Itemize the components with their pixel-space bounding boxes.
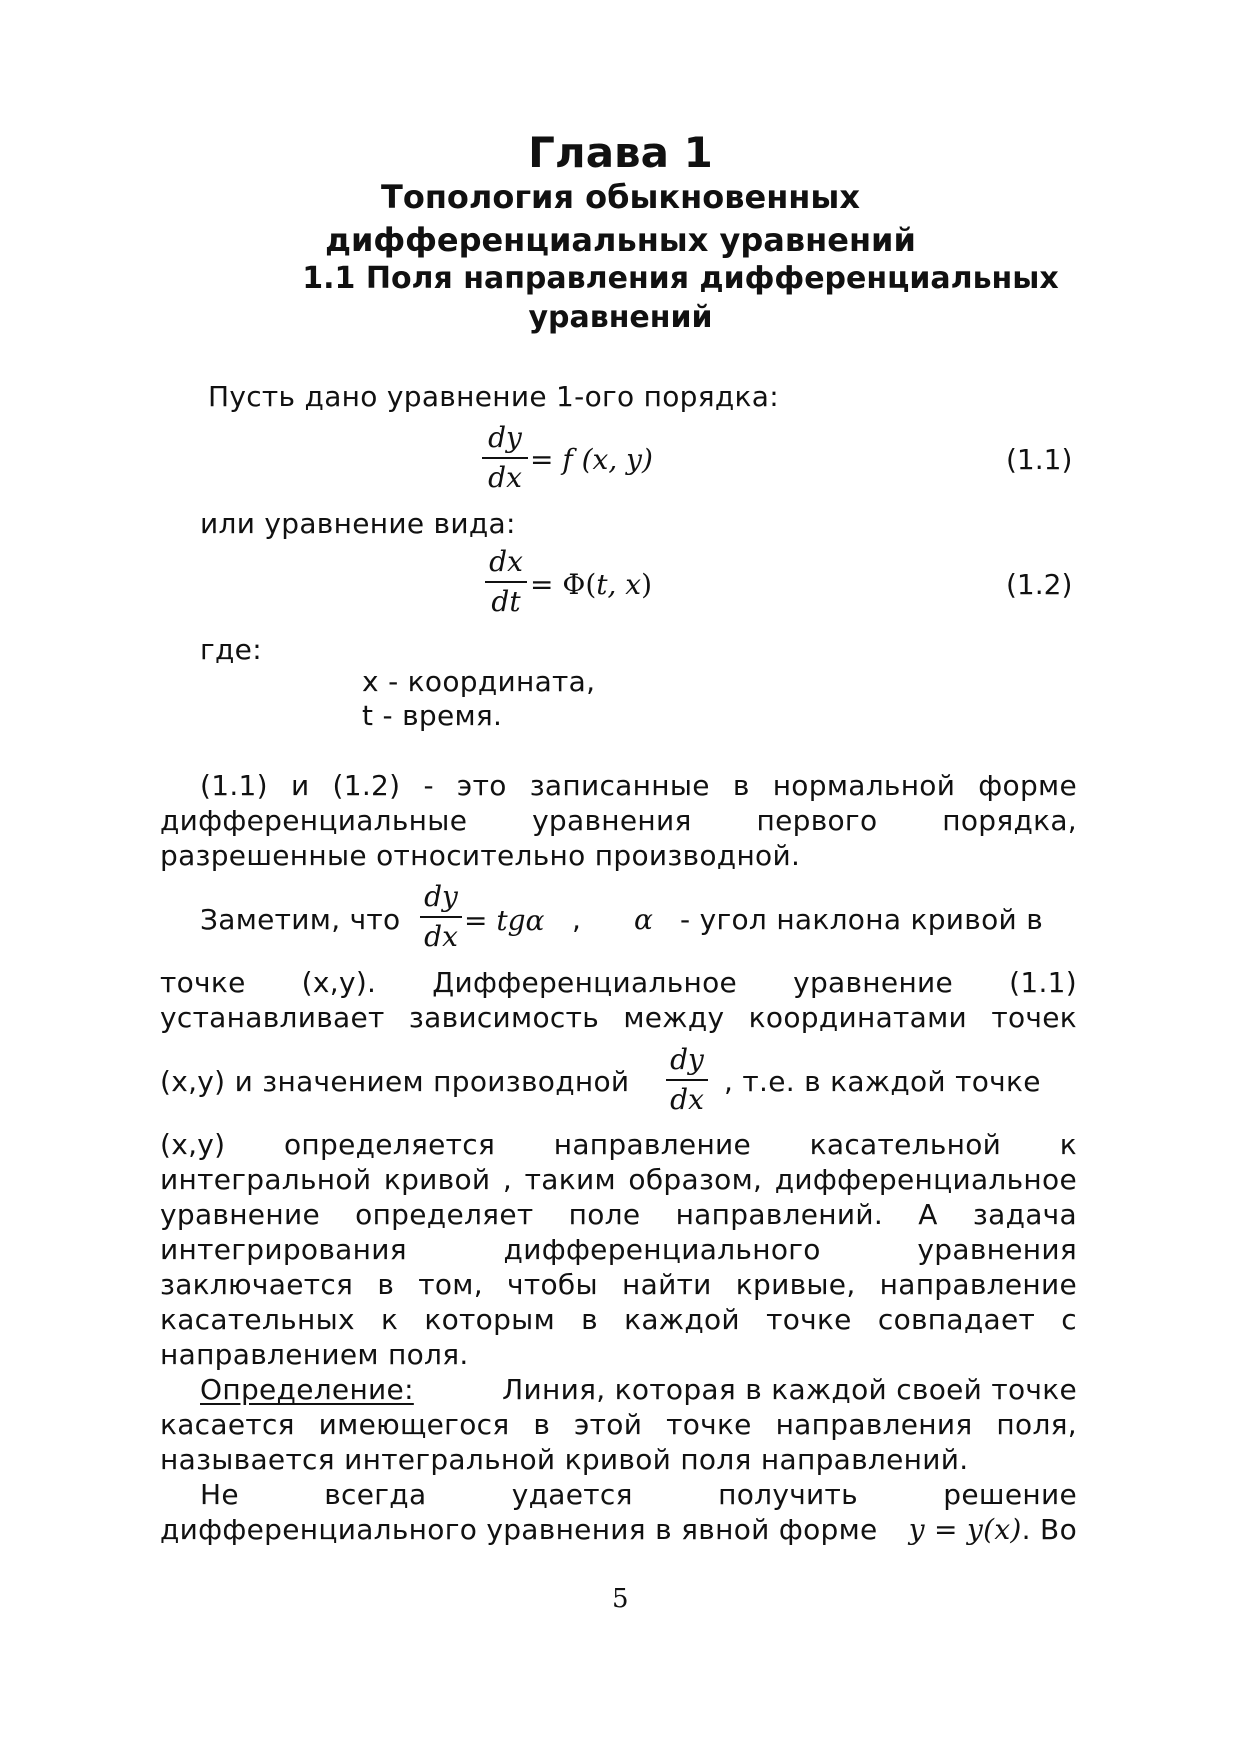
explicit-form-math: y = y(x) xyxy=(908,1513,1022,1546)
eq1-numerator: dy xyxy=(488,421,522,454)
paragraph2-line6: интегральной кривой , таким образом, дифференциальное xyxy=(160,1163,1077,1196)
tg-comma: , xyxy=(572,903,582,936)
paragraph2-line2: точке (x,y). Дифференциальное уравнение (1.1) xyxy=(160,966,1077,999)
eq2-rhs-phi: = Φ( xyxy=(530,568,597,601)
eq2-rhs-args: t, x xyxy=(596,568,642,601)
eq2-rhs-close: ) xyxy=(641,568,653,601)
paragraph1-line2: дифференциальные уравнения первого порядка, xyxy=(160,804,1077,837)
definition-label: Определение: xyxy=(200,1373,414,1406)
paragraph2-line4-tail: , т.е. в каждой точке xyxy=(724,1065,1041,1098)
tg-fraction xyxy=(420,880,462,954)
paragraph2-line4-lead: (x,y) и значением производной xyxy=(160,1065,630,1098)
eq1-rhs: = f (x, y) xyxy=(530,443,653,476)
eq1-fraction xyxy=(482,421,528,495)
paragraph1-line1: (1.1) и (1.2) - это записанные в нормальной форме xyxy=(200,769,1077,802)
derivative-fraction xyxy=(666,1043,708,1117)
tg-denominator: dx xyxy=(424,919,458,953)
tg-rhs: = tgα xyxy=(464,904,545,937)
definition-line1 xyxy=(200,1374,1077,1406)
chapter-subtitle-line2: дифференциальных уравнений xyxy=(325,221,916,259)
x-definition: x - координата, xyxy=(362,665,596,698)
t-definition: t - время. xyxy=(362,699,503,732)
paragraph2-line8: интегрирования дифференциального уравнения xyxy=(160,1233,1077,1266)
eq2-rhs xyxy=(530,568,652,601)
where-label: где: xyxy=(200,633,262,666)
paragraph2-lead: Заметим, что xyxy=(200,903,401,936)
derivative-fraction-bar xyxy=(666,1079,708,1081)
paragraph2-line11: направлением поля. xyxy=(160,1338,469,1371)
paragraph2-line3: устанавливает зависимость между координатами точек xyxy=(160,1001,1077,1034)
tg-numerator: dy xyxy=(424,880,458,913)
paragraph2-line10: касательных к которым в каждой точке совпадает с xyxy=(160,1303,1077,1336)
paragraph1-line3: разрешенные относительно производной. xyxy=(160,839,801,872)
section-title-line1: 1.1 Поля направления дифференциальных xyxy=(302,261,1059,296)
paragraph3-line2-tail: . Во xyxy=(1021,1513,1077,1546)
definition-line2: касается имеющегося в этой точке направления поля, xyxy=(160,1408,1077,1441)
page-number: 5 xyxy=(612,1584,629,1614)
eq2-fraction xyxy=(485,545,527,619)
section-title-line2: уравнений xyxy=(528,300,713,335)
alpha-symbol: α xyxy=(634,903,653,936)
definition-line1-tail: Линия, которая в каждой своей точке xyxy=(502,1373,1077,1406)
intro-line1: Пусть дано уравнение 1-ого порядка: xyxy=(208,380,779,413)
paragraph2-line5: (x,y) определяется направление касательной к xyxy=(160,1128,1077,1161)
chapter-subtitle-line1: Топология обыкновенных xyxy=(381,178,860,216)
paragraph3-line1: Не всегда удается получить решение xyxy=(200,1478,1077,1511)
chapter-title: Глава 1 xyxy=(528,128,713,177)
eq1-denominator: dx xyxy=(488,460,522,494)
eq2-denominator: dt xyxy=(491,584,521,618)
eq2-fraction-bar xyxy=(485,581,527,583)
derivative-numerator: dy xyxy=(670,1043,704,1076)
paragraph3-line2-lead: дифференциального уравнения в явной форме xyxy=(160,1513,878,1546)
intro-line2: или уравнение вида: xyxy=(200,507,516,540)
paragraph2-line7: уравнение определяет поле направлений. А задача xyxy=(160,1198,1077,1231)
eq2-numerator: dx xyxy=(489,545,523,578)
tg-fraction-bar xyxy=(420,916,462,918)
paragraph2-line1-tail: - угол наклона кривой в xyxy=(680,903,1043,936)
derivative-denominator: dx xyxy=(670,1082,704,1116)
paragraph2-line9: заключается в том, чтобы найти кривые, направление xyxy=(160,1268,1077,1301)
eq2-number: (1.2) xyxy=(1006,568,1073,601)
paragraph3-line2 xyxy=(160,1514,1077,1546)
eq1-number: (1.1) xyxy=(1006,443,1073,476)
eq1-fraction-bar xyxy=(482,457,528,459)
definition-line3: называется интегральной кривой поля направлений. xyxy=(160,1443,969,1476)
